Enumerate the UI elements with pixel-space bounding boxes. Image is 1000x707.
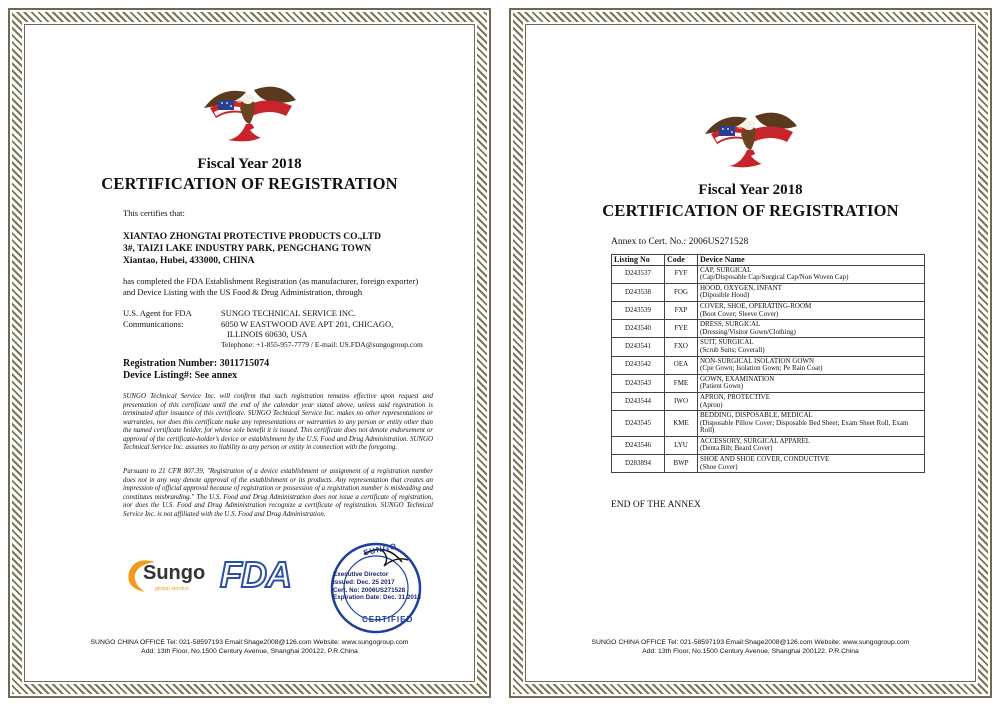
device-code: KME — [665, 411, 698, 437]
device-detail: (Shoe Cover) — [700, 462, 738, 471]
disclaimer-paragraph-1: SUNGO Technical Service Inc. will confirm that such registration remains effective upon request and presentation of this certificate until the end of the calendar year stated above, unless said registration is terminated after issuance of this certificate. SUNGO Technical Service Inc. makes no other representations or warranties, nor does this certificate make any representations or warranties to any person or entity other than the named certificate holder, for whose sole benefit it is issued. This certificate does not denote endorsement or approval of the certificate-holder's device or establishment by the U.S. Food and Drug Administration. SUNGO Technical Service Inc. assumes no liability to any person or entity in connection with the foregoing. — [123, 393, 433, 451]
stamp-expiration: Expiration Date: Dec. 31 2018 — [333, 594, 421, 602]
device-name: HOOD, OXYGEN, INFANT — [700, 283, 782, 292]
device-detail: (Diposible Hood) — [700, 291, 750, 300]
sungo-logo-text: Sungo — [143, 562, 206, 584]
certificate-title: CERTIFICATION OF REGISTRATION — [101, 174, 398, 193]
column-header-code: Code — [665, 255, 698, 266]
device-code: LYU — [665, 436, 698, 454]
device-detail: (Patient Gown) — [700, 382, 743, 391]
eagle-flag-emblem-icon — [200, 78, 300, 148]
certificate-page-left — [8, 8, 491, 698]
disclaimer-paragraph-2: Pursuant to 21 CFR 807.39, "Registration of a device establishment or assignment of a registration number does not in any way denote approval of the establishment or its products. Any representation that creates an impression of official approval because of registration or possession of a registration number is misleading and constitutes misbranding." The U.S. Food and Drug Administration does not issue a certificate of registration, nor does the U.S. Food and Drug Administration recognize a certificate of registration. SUNGO Technical Service Inc. is not affiliated with the U.S. Food and Drug Administration. — [123, 468, 433, 518]
table-row — [612, 455, 925, 473]
device-detail: (Boot Cover; Sleeve Cover) — [700, 309, 779, 318]
table-row — [612, 436, 925, 454]
company-block — [123, 231, 381, 267]
listing-no: D243543 — [612, 374, 665, 392]
device-detail: (Cpe Gown; Isolation Gown; Pe Rain Coat) — [700, 364, 823, 373]
agent-address-line-1: 6050 W EASTWOOD AVE APT 201, CHICAGO, — [221, 318, 394, 329]
table-row — [612, 411, 925, 437]
device-name: CAP, SURGICAL — [700, 265, 752, 274]
agent-address-line-2: ILLINOIS 60630, USA — [227, 329, 308, 339]
stamp-cert-no: Cert. No: 2006US271528 — [333, 586, 406, 594]
listing-no: D283894 — [612, 455, 665, 473]
annex-cert-line: Annex to Cert. No.: 2006US271528 — [611, 237, 749, 247]
agent-labels — [123, 308, 192, 329]
footer-office — [28, 638, 471, 656]
listing-no: D243542 — [612, 356, 665, 374]
device-code: FYF — [665, 265, 698, 283]
footer-contact: SUNGO CHINA OFFICE Tel: 021-58597193 Email:Shage2008@126.com Website: www.sungogroup.com — [591, 639, 910, 646]
device-listing-table — [611, 254, 925, 473]
device-name-cell — [698, 392, 925, 410]
device-detail: (Denta Bib; Beard Cover) — [700, 444, 773, 453]
device-code: FXP — [665, 301, 698, 319]
device-name-cell — [698, 356, 925, 374]
registration-number: Registration Number: 3011715074 — [123, 358, 270, 369]
certificate-page-right — [509, 8, 992, 698]
device-name-cell — [698, 338, 925, 356]
device-code: OEA — [665, 356, 698, 374]
fda-logo: FDA — [220, 554, 291, 595]
sungo-logo — [125, 552, 215, 598]
company-city: Xiantao, Hubei, 433000, CHINA — [123, 256, 255, 266]
listing-no: D243544 — [612, 392, 665, 410]
footer-office — [529, 638, 972, 656]
agent-label: U.S. Agent for FDA — [123, 308, 192, 318]
device-detail: (Cap/Disposable Cap/Surgical Cap/Non Woven Cap) — [700, 273, 849, 282]
sungo-logo-subtext: global service — [155, 586, 189, 592]
device-name-cell — [698, 265, 925, 283]
device-name-cell — [698, 301, 925, 319]
seal-top-text: SUNGO — [362, 541, 398, 558]
device-name-cell — [698, 374, 925, 392]
completed-statement — [123, 276, 418, 297]
device-code: FYE — [665, 320, 698, 338]
device-code: BWP — [665, 455, 698, 473]
device-detail: (Dressing/Visitor Gown/Clothing) — [700, 327, 796, 336]
company-address: 3#, TAIZI LAKE INDUSTRY PARK, PENGCHANG TOWN — [123, 244, 372, 254]
device-detail: (Scrub Suits; Coverall) — [700, 345, 765, 354]
table-row — [612, 265, 925, 283]
company-name: XIANTAO ZHONGTAI PROTECTIVE PRODUCTS CO.,LTD — [123, 232, 381, 242]
listing-no: D243539 — [612, 301, 665, 319]
table-row — [612, 392, 925, 410]
registration-block — [123, 358, 269, 382]
table-row — [612, 283, 925, 301]
table-row — [612, 374, 925, 392]
device-name: DRESS, SURGICAL — [700, 320, 761, 329]
stamp-issued: Issued: Dec. 25 2017 — [333, 578, 395, 586]
column-header-device-name: Device Name — [698, 255, 925, 266]
stamp-title: Executive Director — [333, 571, 389, 578]
device-code: IWO — [665, 392, 698, 410]
device-code: FOG — [665, 283, 698, 301]
device-name: GOWN, EXAMINATION — [700, 374, 775, 383]
table-row — [612, 338, 925, 356]
device-name: BEDDING, DISPOSABLE, MEDICAL — [700, 411, 813, 420]
certificate-title: CERTIFICATION OF REGISTRATION — [602, 201, 899, 220]
listing-no: D243546 — [612, 436, 665, 454]
footer-contact: SUNGO CHINA OFFICE Tel: 021-58597193 Email:Shage2008@126.com Website: www.sungogroup.com — [90, 639, 409, 646]
device-name-cell — [698, 436, 925, 454]
stamp-text-block — [333, 571, 421, 602]
footer-address: Add: 13th Floor, No.1500 Century Avenue, Shanghai 200122, P.R.China — [642, 648, 859, 655]
device-code: FXO — [665, 338, 698, 356]
listing-no: D243540 — [612, 320, 665, 338]
communications-label: Communications: — [123, 318, 184, 329]
device-name: SHOE AND SHOE COVER, CONDUCTIVE — [700, 455, 830, 464]
device-name: APRON, PROTECTIVE — [700, 392, 771, 401]
end-of-annex: END OF THE ANNEX — [611, 500, 701, 510]
column-header-listing: Listing No — [612, 255, 665, 266]
table-row — [612, 320, 925, 338]
listing-no: D243545 — [612, 411, 665, 437]
listing-no: D243538 — [612, 283, 665, 301]
agent-details — [221, 308, 423, 350]
device-name: NON-SURGICAL ISOLATION GOWN — [700, 356, 815, 365]
device-name-cell — [698, 320, 925, 338]
device-name: SUIT, SURGICAL — [700, 338, 754, 347]
listing-no: D243541 — [612, 338, 665, 356]
device-code: FME — [665, 374, 698, 392]
table-row — [612, 301, 925, 319]
fiscal-year-heading: Fiscal Year 2018 — [197, 156, 302, 172]
completed-line-2: and Device Listing with the US Food & Drug Administration, through — [123, 286, 363, 297]
device-name: COVER, SHOE, OPERATING-ROOM — [700, 301, 812, 310]
footer-address: Add: 13th Floor, No.1500 Century Avenue, Shanghai 200122, P.R.China — [141, 648, 358, 655]
table-row — [612, 356, 925, 374]
listing-no: D243537 — [612, 265, 665, 283]
fiscal-year-heading: Fiscal Year 2018 — [698, 182, 803, 198]
device-name-cell — [698, 411, 925, 437]
device-detail: (Disposable Pillow Cover; Disposable Bed Sheet; Exam Sheet Roll, Exam Roll) — [700, 418, 909, 435]
agent-contact: Telephone: +1-855-957-7779 / E-mail: US.FDA@sungogroup.com — [221, 339, 423, 349]
certifies-intro: This certifies that: — [123, 208, 185, 218]
agent-name: SUNGO TECHNICAL SERVICE INC. — [221, 308, 356, 318]
table-header-row — [612, 255, 925, 266]
seal-bottom-text: CERTIFIED — [362, 615, 414, 624]
device-name: ACCESSORY, SURGICAL APPAREL — [700, 436, 811, 445]
device-name-cell — [698, 455, 925, 473]
completed-line-1: has completed the FDA Establishment Registration (as manufacturer, foreign exporter) — [123, 276, 419, 286]
device-detail: (Apron) — [700, 400, 723, 409]
eagle-flag-emblem-icon — [701, 104, 801, 174]
device-listing: Device Listing#: See annex — [123, 370, 238, 381]
device-name-cell — [698, 283, 925, 301]
